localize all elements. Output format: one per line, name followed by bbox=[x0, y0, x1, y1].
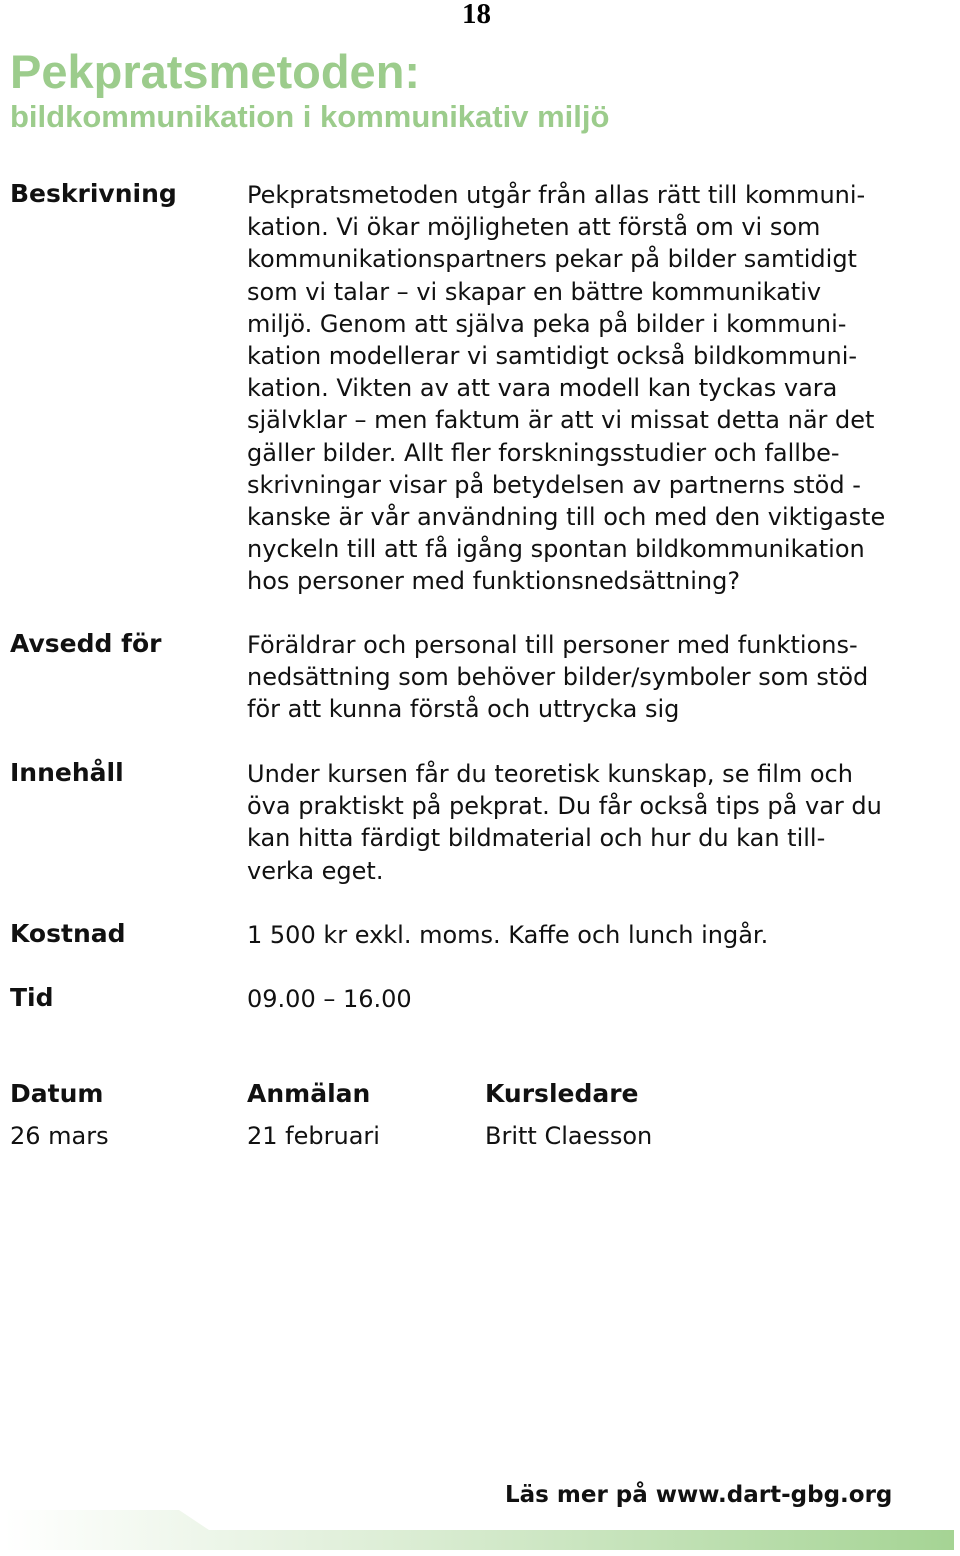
text-line: 09.00 – 16.00 bbox=[247, 985, 412, 1013]
text-line: verka eget. bbox=[247, 856, 384, 885]
text-line: kommunikationspartners pekar på bilder samtidigt bbox=[247, 245, 857, 274]
heading-kursledare: Kursledare bbox=[485, 1079, 639, 1108]
description-text bbox=[247, 179, 947, 598]
text-line: skrivningar visar på betydelsen av partnerns stöd - bbox=[247, 470, 861, 499]
text-line: Under kursen får du teoretisk kunskap, se film och bbox=[247, 760, 853, 788]
value-datum: 26 mars bbox=[10, 1122, 109, 1150]
text-line: som vi talar – vi skapar en bättre kommunikativ bbox=[247, 277, 822, 306]
label-avsedd-for: Avsedd för bbox=[10, 629, 162, 658]
heading-anmalan: Anmälan bbox=[247, 1079, 371, 1108]
audience-text bbox=[247, 629, 947, 726]
page-number: 18 bbox=[462, 0, 491, 30]
page-title: Pekpratsmetoden: bbox=[10, 45, 421, 98]
text-line: öva praktiskt på pekprat. Du får också tips på var du bbox=[247, 792, 882, 821]
cost-text bbox=[247, 919, 947, 951]
page-subtitle: bildkommunikation i kommunikativ miljö bbox=[10, 99, 610, 134]
text-line: 1 500 kr exkl. moms. Kaffe och lunch ingår. bbox=[247, 921, 769, 949]
text-line: nedsättning som behöver bilder/symboler som stöd bbox=[247, 663, 869, 692]
text-line: för att kunna förstå och uttrycka sig bbox=[247, 695, 680, 724]
value-anmalan: 21 februari bbox=[247, 1122, 380, 1150]
text-line: kation. Vikten av att vara modell kan tyckas vara bbox=[247, 374, 838, 403]
text-line: kanske är vår användning till och med den viktigaste bbox=[247, 503, 886, 532]
footer-gradient-bar bbox=[4, 1502, 954, 1552]
label-kostnad: Kostnad bbox=[10, 919, 126, 948]
text-line: hos personer med funktionsnedsättning? bbox=[247, 567, 741, 596]
text-line: Pekpratsmetoden utgår från allas rätt till kommuni- bbox=[247, 181, 866, 209]
content-text bbox=[247, 758, 947, 887]
text-line: kan hitta färdigt bildmaterial och hur du kan till- bbox=[247, 824, 826, 853]
text-line: nyckeln till att få igång spontan bildkommunikation bbox=[247, 535, 865, 564]
heading-datum: Datum bbox=[10, 1079, 104, 1108]
label-tid: Tid bbox=[10, 983, 54, 1012]
text-line: kation. Vi ökar möjligheten att förstå om vi som bbox=[247, 213, 821, 242]
time-text bbox=[247, 983, 947, 1015]
label-beskrivning: Beskrivning bbox=[10, 179, 177, 208]
footer-link[interactable]: Läs mer på www.dart-gbg.org bbox=[505, 1482, 893, 1508]
text-line: Föräldrar och personal till personer med funktions- bbox=[247, 631, 858, 659]
text-line: gäller bilder. Allt fler forskningsstudier och fallbe- bbox=[247, 438, 840, 467]
text-line: självklar – men faktum är att vi missat detta när det bbox=[247, 406, 875, 435]
label-innehall: Innehåll bbox=[10, 758, 124, 787]
value-kursledare: Britt Claesson bbox=[485, 1122, 653, 1150]
text-line: kation modellerar vi samtidigt också bildkommuni- bbox=[247, 342, 858, 371]
text-line: miljö. Genom att själva peka på bilder i kommuni- bbox=[247, 309, 847, 338]
